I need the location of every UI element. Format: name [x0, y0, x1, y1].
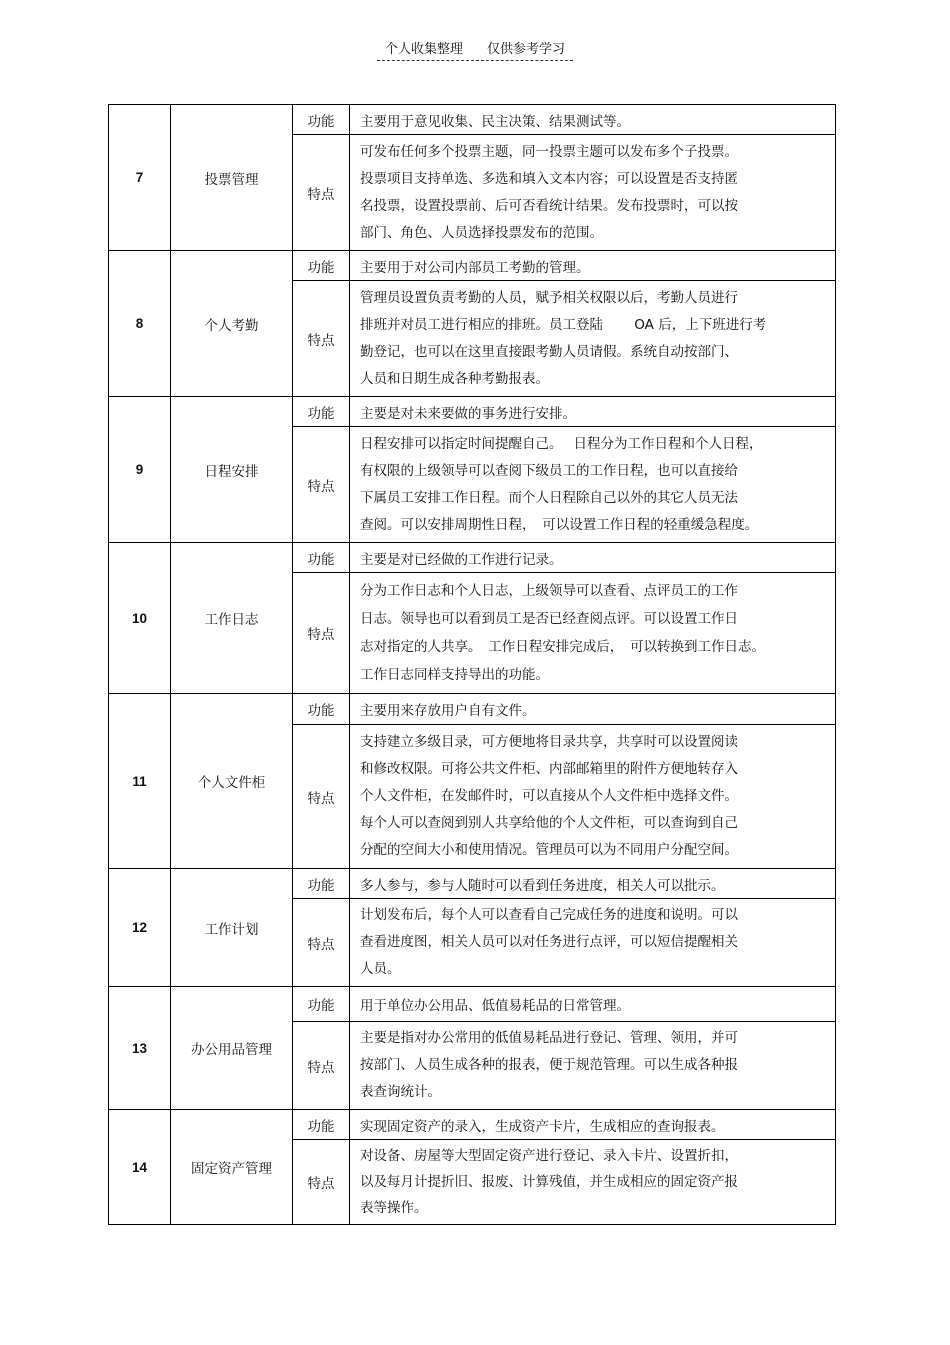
feature-line: 查阅。可以安排周期性日程， 可以设置工作日程的轻重缓急程度。: [360, 516, 759, 533]
item-number: 9: [109, 397, 171, 543]
function-label: 功能: [293, 869, 350, 899]
module-name: 办公用品管理: [171, 987, 293, 1110]
feature-label: 特点: [293, 427, 350, 543]
item-number: 12: [109, 869, 171, 987]
item-number: 11: [109, 694, 171, 869]
feature-line: 以及每月计提折旧、报废、计算残值，并生成相应的固定资产报: [360, 1174, 738, 1190]
feature-text: [350, 725, 836, 869]
function-row: [109, 694, 836, 725]
function-label: 功能: [293, 397, 350, 427]
feature-line: 投票项目支持单选、多选和填入文本内容；可以设置是否支持匿: [360, 170, 738, 187]
module-name: 投票管理: [171, 105, 293, 251]
feature-text: [350, 899, 836, 987]
feature-line: 每个人可以查阅到别人共享给他的个人文件柜，可以查询到自己: [360, 815, 738, 831]
item-number: 13: [109, 987, 171, 1110]
function-text: 主要用于对公司内部员工考勤的管理。: [350, 251, 836, 281]
feature-label: 特点: [293, 1140, 350, 1225]
feature-line: 对设备、房屋等大型固定资产进行登记、录入卡片、设置折扣，: [360, 1148, 738, 1164]
function-label: 功能: [293, 251, 350, 281]
feature-text: [350, 1140, 836, 1225]
function-row: [109, 987, 836, 1022]
feature-text: [350, 135, 836, 251]
feature-line: 有权限的上级领导可以查阅下级员工的工作日程，也可以直接给: [360, 462, 738, 479]
module-name: 个人文件柜: [171, 694, 293, 869]
feature-line: 查看进度图，相关人员可以对任务进行点评，可以短信提醒相关: [360, 934, 738, 950]
feature-label: 特点: [293, 573, 350, 694]
module-name: 固定资产管理: [171, 1110, 293, 1225]
feature-text: [350, 427, 836, 543]
feature-line: 个人文件柜，在发邮件时，可以直接从个人文件柜中选择文件。: [360, 788, 738, 804]
function-label: 功能: [293, 987, 350, 1022]
feature-text: [350, 281, 836, 397]
function-text: 主要用来存放用户自有文件。: [350, 694, 836, 725]
item-number: 14: [109, 1110, 171, 1225]
feature-label: 特点: [293, 135, 350, 251]
function-label: 功能: [293, 1110, 350, 1140]
feature-line: 支持建立多级目录，可方便地将目录共享，共享时可以设置阅读: [360, 734, 738, 750]
module-name: 工作计划: [171, 869, 293, 987]
item-number: 8: [109, 251, 171, 397]
feature-label: 特点: [293, 281, 350, 397]
module-name: 日程安排: [171, 397, 293, 543]
function-label: 功能: [293, 543, 350, 573]
feature-line: 主要是指对办公常用的低值易耗品进行登记、管理、领用，并可: [360, 1030, 738, 1046]
feature-line: 人员。: [360, 961, 401, 977]
header-line: [377, 38, 573, 61]
function-row: [109, 105, 836, 135]
function-text: 多人参与，参与人随时可以看到任务进度，相关人可以批示。: [350, 869, 836, 899]
item-number: 7: [109, 105, 171, 251]
module-name: 工作日志: [171, 543, 293, 694]
function-row: [109, 869, 836, 899]
function-text: 主要是对已经做的工作进行记录。: [350, 543, 836, 573]
feature-line: 部门、角色、人员选择投票发布的范围。: [360, 224, 603, 241]
header-right: 仅供参考学习: [487, 42, 566, 57]
feature-line: 名投票，设置投票前、后可否看统计结果。发布投票时，可以按: [360, 197, 738, 214]
function-text: 主要用于意见收集、民主决策、结果测试等。: [350, 105, 836, 135]
feature-line: 可发布任何多个投票主题，同一投票主题可以发布多个子投票。: [360, 143, 738, 160]
function-row: [109, 397, 836, 427]
feature-line: 表查询统计。: [360, 1084, 441, 1100]
header-left: 个人收集整理: [384, 42, 463, 57]
function-row: [109, 543, 836, 573]
function-row: [109, 251, 836, 281]
feature-line: 人员和日期生成各种考勤报表。: [360, 370, 549, 387]
feature-line: 按部门、人员生成各种的报表，便于规范管理。可以生成各种报: [360, 1057, 738, 1073]
feature-line: 表等操作。: [360, 1200, 428, 1216]
feature-line: 勤登记，也可以在这里直接跟考勤人员请假。系统自动按部门、: [360, 343, 738, 360]
feature-line: 和修改权限。可将公共文件柜、内部邮箱里的附件方便地转存入: [360, 761, 738, 777]
function-row: [109, 1110, 836, 1140]
feature-line: 下属员工安排工作日程。而个人日程除自己以外的其它人员无法: [360, 489, 738, 506]
function-text: 主要是对未来要做的事务进行安排。: [350, 397, 836, 427]
feature-line: 志对指定的人共享。 工作日程安排完成后， 可以转换到工作日志。: [360, 639, 765, 655]
feature-line: 管理员设置负责考勤的人员，赋予相关权限以后，考勤人员进行: [360, 289, 738, 306]
feature-line: 工作日志同样支持导出的功能。: [360, 667, 549, 683]
function-label: 功能: [293, 694, 350, 725]
feature-text: [350, 1022, 836, 1110]
function-text: 实现固定资产的录入，生成资产卡片，生成相应的查询报表。: [350, 1110, 836, 1140]
module-table: [108, 104, 836, 1225]
item-number: 10: [109, 543, 171, 694]
feature-line: 排班并对员工进行相应的排班。员工登陆 OA 后，上下班进行考: [360, 316, 767, 333]
feature-label: 特点: [293, 899, 350, 987]
feature-line: 计划发布后，每个人可以查看自己完成任务的进度和说明。可以: [360, 907, 738, 923]
page-header: [0, 38, 950, 61]
feature-line: 日志。领导也可以看到员工是否已经查阅点评。可以设置工作日: [360, 611, 738, 627]
function-label: 功能: [293, 105, 350, 135]
feature-label: 特点: [293, 725, 350, 869]
feature-text: [350, 573, 836, 694]
module-name: 个人考勤: [171, 251, 293, 397]
feature-line: 日程安排可以指定时间提醒自己。 日程分为工作日程和个人日程，: [360, 435, 763, 452]
feature-line: 分为工作日志和个人日志，上级领导可以查看、点评员工的工作: [360, 583, 738, 599]
function-text: 用于单位办公用品、低值易耗品的日常管理。: [350, 987, 836, 1022]
feature-label: 特点: [293, 1022, 350, 1110]
feature-line: 分配的空间大小和使用情况。管理员可以为不同用户分配空间。: [360, 842, 738, 858]
